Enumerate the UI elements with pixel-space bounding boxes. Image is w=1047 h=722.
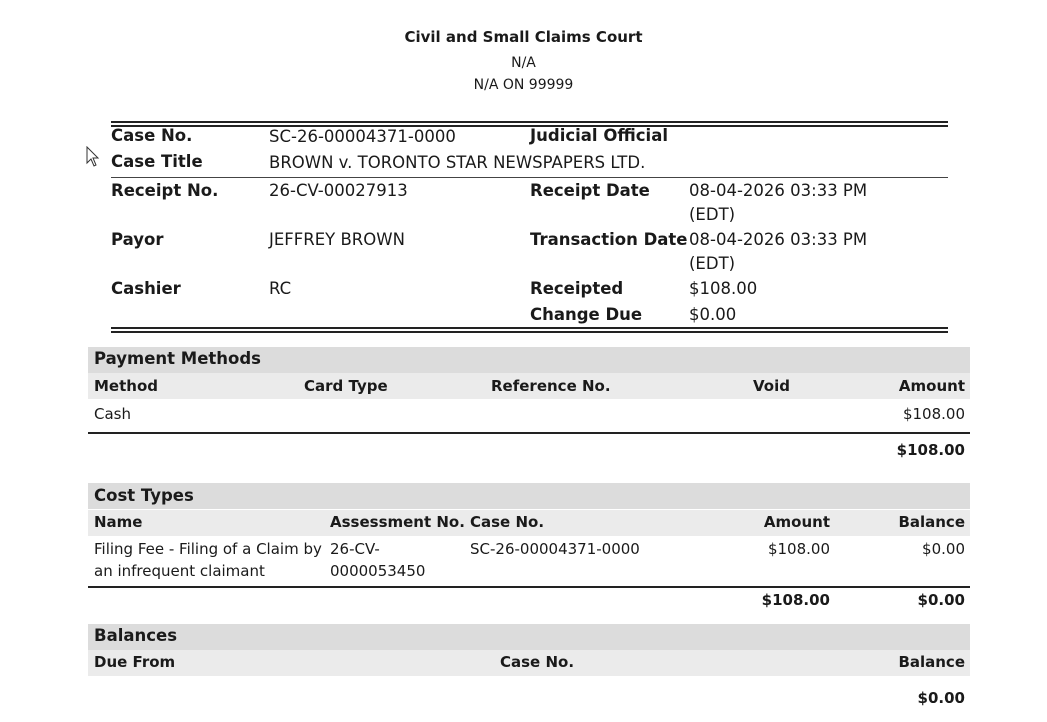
payor-label: Payor [111,230,164,249]
receipted-label: Receipted [530,279,624,298]
col-method: Method [94,377,158,395]
payment-method-cash: Cash [94,405,131,423]
payment-amount: $108.00 [902,405,965,423]
receipt-date-zone: (EDT) [689,205,736,224]
receipt-no-value: 26-CV-00027913 [269,181,408,200]
case-title-label: Case Title [111,152,203,171]
receipted-value: $108.00 [689,279,758,298]
balances-total: $0.00 [917,689,965,707]
court-name: Civil and Small Claims Court [404,28,643,46]
payment-methods-title: Payment Methods [94,349,262,368]
cost-balance: $0.00 [922,540,965,558]
col-due-from: Due From [94,653,176,671]
col-amount: Amount [898,377,965,395]
col-name: Name [94,513,143,531]
cost-types-title: Cost Types [94,486,194,505]
cost-amount: $108.00 [767,540,830,558]
receipt-no-label: Receipt No. [111,181,219,200]
cost-total-amount: $108.00 [761,591,830,609]
balances-title: Balances [94,626,178,645]
case-no-label: Case No. [111,126,193,145]
case-info-bottom-rule [111,327,948,333]
cost-assessment-line2: 0000053450 [330,562,426,580]
case-no-value: SC-26-00004371-0000 [269,127,456,146]
transaction-date-label: Transaction Date [530,230,688,249]
receipt-date-value: 08-04-2026 03:33 PM [689,181,868,200]
cost-types-header [88,483,970,509]
court-address-line1: N/A [511,55,536,71]
payor-value: JEFFREY BROWN [269,230,405,249]
col-void: Void [753,377,790,395]
transaction-date-zone: (EDT) [689,254,736,273]
cost-total-rule [88,586,970,588]
receipt-date-label: Receipt Date [530,181,650,200]
col-balances-balance: Balance [898,653,965,671]
col-cost-amount: Amount [763,513,830,531]
col-reference-no: Reference No. [491,377,611,395]
col-assessment-no: Assessment No. [330,513,465,531]
transaction-date-value: 08-04-2026 03:33 PM [689,230,868,249]
payment-total: $108.00 [896,441,965,459]
case-title-value: BROWN v. TORONTO STAR NEWSPAPERS LTD. [269,153,646,172]
change-due-value: $0.00 [689,305,737,324]
cashier-label: Cashier [111,279,181,298]
col-balance: Balance [898,513,965,531]
court-address-line2: N/A ON 99999 [473,77,574,93]
balances-header [88,624,970,650]
cost-total-balance: $0.00 [917,591,965,609]
change-due-label: Change Due [530,305,643,324]
judicial-official-label: Judicial Official [530,126,668,145]
cost-case-no: SC-26-00004371-0000 [470,540,640,558]
cost-assessment-line1: 26-CV- [330,540,380,558]
mouse-pointer-icon [86,146,100,168]
col-case-no: Case No. [470,513,545,531]
col-card-type: Card Type [304,377,388,395]
payment-total-rule [88,432,970,434]
cashier-value: RC [269,279,292,298]
case-info-divider [111,177,948,178]
cost-name-line2: an infrequent claimant [94,562,265,580]
cost-name-line1: Filing Fee - Filing of a Claim by [94,540,322,558]
col-balances-case-no: Case No. [500,653,575,671]
